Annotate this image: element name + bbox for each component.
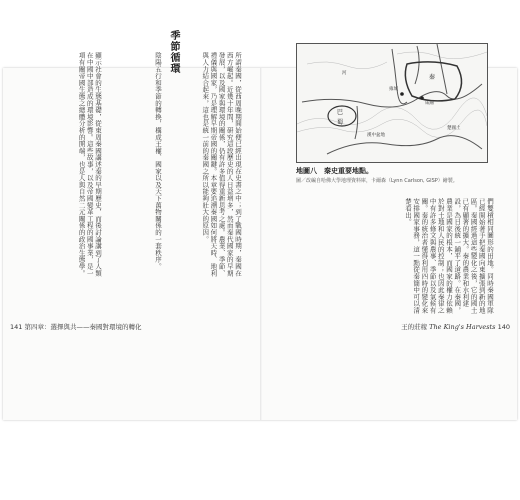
map-caption-title: 地圖八 秦史重要地點。 xyxy=(296,167,373,175)
map-label-hanzhong: 漢中盆地 xyxy=(367,133,385,138)
right-page-running-title-cn: 王的莊稼 xyxy=(401,323,428,331)
left-page-footer xyxy=(10,322,142,331)
right-page-text: 們雙槓相同圖形的田地。同時秦國軍隊已經開始著手把秦國向東擴張到新的地區。秦國經過這些變化之後，它的國土已有顯著的擴大。秦的農業和水利建設，為日後統一鋪平了道路。在秦國，農業是國家的根本，而國家的權力依賴於對土地和人民的控制；也因此秦律之中有許多條文與農事、季節以及氣候有關。秦的統治者懂得利用四時的變化來安排國家事務，這一點從秦簡中可以清楚看出。 xyxy=(403,198,494,314)
map-label-yong: 雍城 xyxy=(389,87,398,92)
map-label-chu: 楚國土 xyxy=(447,126,461,131)
book-gutter xyxy=(260,68,262,420)
map-caption-credit: 圖／改編自哈佛大學地理資料庫，卡爾森（Lynn Carlson, GISP）繪製。 xyxy=(296,178,458,184)
map-figure xyxy=(296,43,488,163)
left-page-text-column-2: 陰陽五行和季節的轉換，構成王權、國家以及天下萬物關係的一套秩序。 xyxy=(154,52,162,270)
left-page-running-title: 第四章：選擇與共——秦國對環境的轉化 xyxy=(24,323,142,331)
map-label-shu: 蜀 xyxy=(337,119,344,126)
right-page-footer xyxy=(401,322,510,331)
map-label-qin: 秦 xyxy=(429,74,436,81)
left-page-text-column-1: 顯示社會的生態基礎，從東周秦國講述秦的早期歷史，而後討論講到了人類在中國中部造成的環境影響。這些故事，以及帝國變革工程的國事業，是一項有關帝國生態之總體分析的開端，也是人與自然二元關係的政治生態學。 xyxy=(77,52,102,277)
map-label-ba: 巴 xyxy=(337,109,344,116)
left-page-text-column-3: 所謂秦國，從西周晚期開始便已經出現在史書之中；到了戰國時期，秦國在西方崛起。近幾十年間，研究這段歷史的人日益增多，然而秦代國家的早期發展，以及國家與環境的關係，仍有許多值得重新思考之處。農業、季節、禮儀與國家，乃是理解早期帝國的關鍵。本章要追溯秦國如何將天時、地利與人力結合起來，這也是統一前的秦國之所以能夠壯大的原因。 xyxy=(201,52,242,277)
section-heading: 季節循環 xyxy=(168,30,179,74)
right-page-running-title-en: The King's Harvests xyxy=(429,323,496,331)
map-drawing xyxy=(297,44,487,162)
left-page-number: 141 xyxy=(10,323,23,331)
map-label-river: 河 xyxy=(342,71,347,76)
map-label-xianyang: 咸陽 xyxy=(425,101,434,106)
right-page-number: 140 xyxy=(497,323,510,331)
